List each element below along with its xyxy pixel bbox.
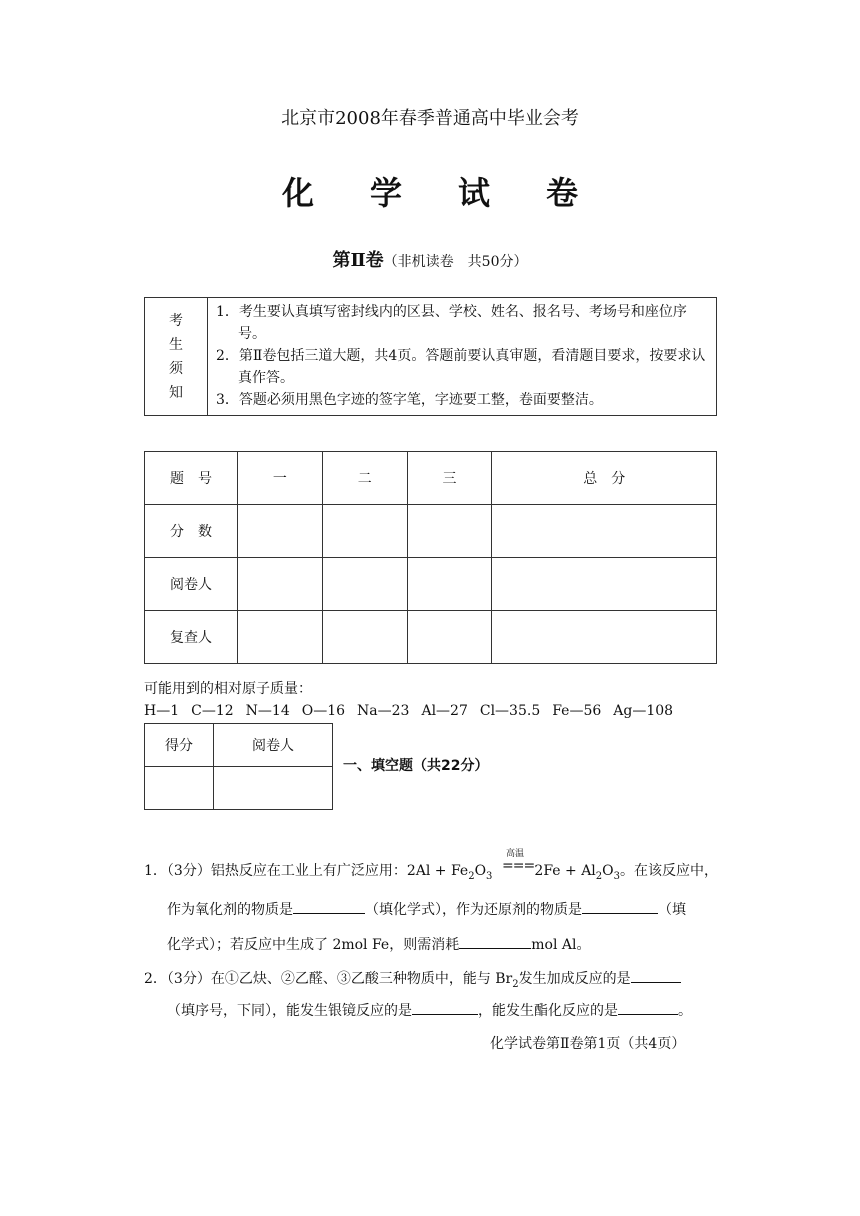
mini-header: 得分 [145,724,214,767]
question-1-line-3 [167,934,590,954]
notice-label-char: 知 [169,384,183,401]
atomic-mass-item: Cl—35.5 [479,703,541,719]
section-score-table [144,723,333,810]
score-row-label: 复查人 [145,611,238,664]
score-cell[interactable] [492,611,717,664]
notice-table [144,297,717,416]
q1-blank-al-moles[interactable] [459,934,531,949]
atomic-mass-item: Fe—56 [552,703,602,719]
score-cell[interactable] [322,505,407,558]
q1-text: （填 [658,902,686,918]
mini-header: 阅卷人 [214,724,333,767]
atomic-mass-item: Al—27 [421,703,468,719]
atomic-mass-item: C—12 [191,703,234,719]
score-cell[interactable] [238,558,323,611]
notice-item: 1．考生要认真填写密封线内的区县、学校、姓名、报名号、考场号和座位序号。 [216,304,687,342]
notice-label-char: 须 [169,360,183,377]
atomic-mass-list [144,703,685,719]
q2-blank-addition[interactable] [631,968,681,983]
score-cell[interactable] [407,611,492,664]
q2-text: （填序号，下同），能发生银镜反应的是 [167,1003,412,1019]
q1-blank-oxidant[interactable] [293,899,365,914]
score-header: 二 [322,452,407,505]
atomic-mass-item: O—16 [301,703,346,719]
exam-title: 化学试卷 [281,174,634,212]
q1-prefix: 1．（3分）铝热反应在工业上有广泛应用： [144,863,407,879]
mini-cell[interactable] [214,767,333,810]
q1-text: （填化学式），作为还原剂的物质是 [365,902,582,918]
section-title: 一、填空题（共22分） [343,758,489,774]
exam-subtitle: 北京市2008年春季普通高中毕业会考 [281,108,579,129]
paper-part-heading [0,246,860,272]
atomic-mass-item: Ag—108 [613,703,674,719]
score-cell[interactable] [492,505,717,558]
score-cell[interactable] [238,505,323,558]
mini-cell[interactable] [145,767,214,810]
atomic-mass-item: N—14 [245,703,290,719]
reaction-equals-sign: === [502,858,535,874]
notice-label [145,298,208,416]
q1-text: 作为氧化剂的物质是 [167,902,293,918]
question-1-line-2 [167,899,686,919]
score-cell[interactable] [407,558,492,611]
q2-text: 2．（3分）在①乙炔、②乙醛、③乙酸三种物质中，能与 Br [144,971,513,987]
question-2-line-1: 2．（3分）在①乙炔、②乙醛、③乙酸三种物质中，能与 $Br_2$发生加成反应的是 [144,968,681,990]
notice-label-char: 考 [169,312,183,329]
q2-blank-silver-mirror[interactable] [412,1000,478,1015]
score-cell[interactable] [322,611,407,664]
q2-text: 发生加成反应的是 [518,971,631,987]
score-header: 三 [407,452,492,505]
q1-reactants: $2Al + Fe_2O_3$ [406,863,493,882]
notice-item: 2．第Ⅱ卷包括三道大题，共4页。答题前要认真审题，看清题目要求，按要求认真作答。 [216,348,706,386]
part-detail: （非机读卷 共50分） [383,254,528,270]
notice-label-char: 生 [169,336,183,353]
part-main: 第Ⅱ卷 [332,250,384,271]
score-cell[interactable] [492,558,717,611]
atomic-mass-item: H—1 [144,703,180,719]
q1-products: $2Fe + Al_2O_3$ [534,863,621,882]
q2-blank-esterification[interactable] [618,1000,678,1015]
question-1-line-1 [144,860,718,882]
notice-item: 3．答题必须用黑色字迹的签字笔，字迹要工整，卷面要整洁。 [216,392,603,408]
atomic-mass-title: 可能用到的相对原子质量： [144,681,312,697]
q1-text: 化学式）；若反应中生成了 2mol Fe，则需消耗 [167,937,460,953]
score-table [144,451,717,664]
question-2-line-2 [167,1000,692,1020]
score-cell[interactable] [238,611,323,664]
score-row-label: 阅卷人 [145,558,238,611]
score-header: 总 分 [492,452,717,505]
q1-suffix: 。在该反应中， [620,863,719,879]
score-cell[interactable] [407,505,492,558]
notice-body [208,298,717,416]
page-footer: 化学试卷第Ⅱ卷第1页（共4页） [490,1036,686,1052]
score-header: 一 [238,452,323,505]
score-cell[interactable] [322,558,407,611]
atomic-mass-item: Na—23 [357,703,410,719]
reaction-condition: 高温 [506,849,525,859]
q2-text: ，能发生酯化反应的是 [478,1003,618,1019]
score-row-label: 分 数 [145,505,238,558]
q1-text: mol Al。 [531,937,591,953]
q1-blank-reductant[interactable] [582,899,658,914]
q2-text: 。 [678,1003,692,1019]
score-header: 题 号 [145,452,238,505]
